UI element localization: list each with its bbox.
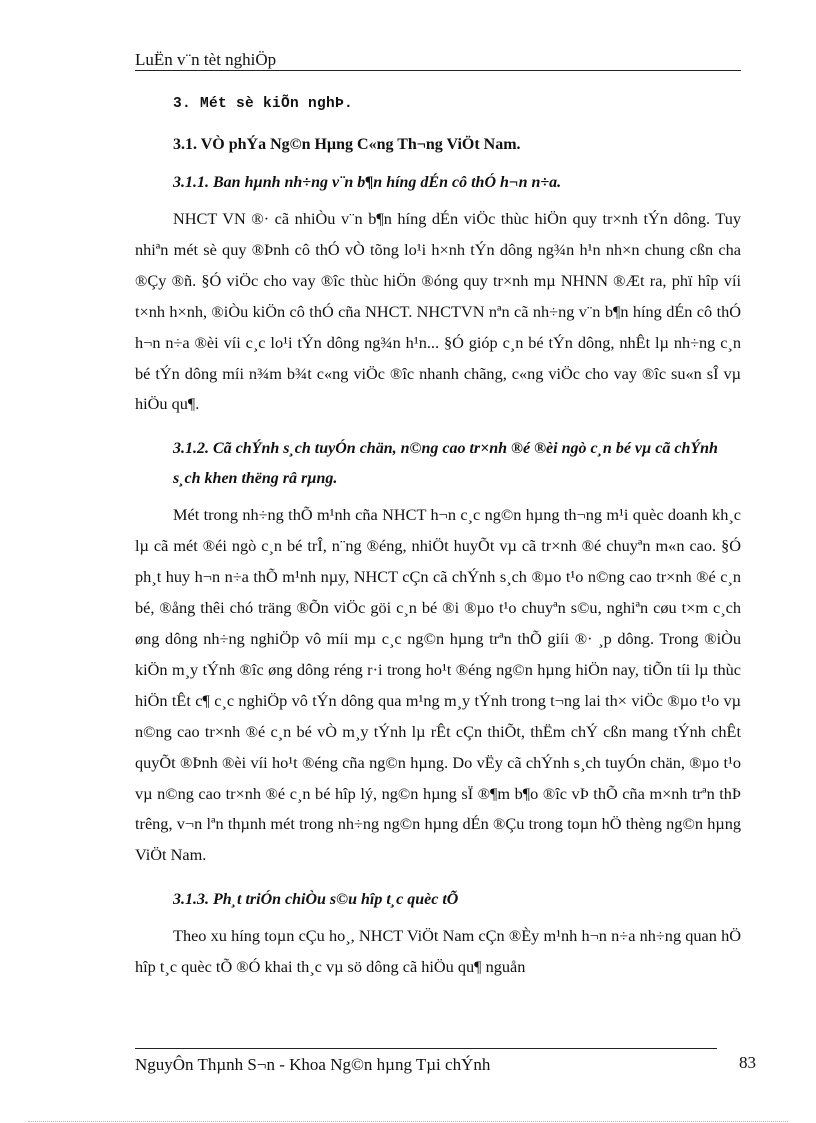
section-heading-3-1: 3.1. VÒ phÝa Ng©n Hµng C«ng Th¬ng ViÖt Nam. (173, 136, 521, 153)
footer-rule (135, 1048, 717, 1049)
paragraph-2: Mét trong nh÷ng thÕ m¹nh cña NHCT h¬n c¸c ng©n hµng th¬ng m¹i quèc doanh kh¸c lµ cã mét ®éi ngò c¸n bé trÎ, n¨ng ®éng, nhiÖt huyÕt vµ cã tr×nh ®é chuyªn m«n cao. §Ó ph¸t huy h¬n n÷a thÕ m¹nh nµy, NHCT cÇn cã chÝnh s¸ch ®µo t¹o n©ng cao tr×nh ®é c¸n bé, ®ång thêi chó träng ®Õn viÖc göi c¸n bé ®i ®µo t¹o chuyªn s©u, nghiªn cøu t×m c¸ch øng dông nh÷ng nghiÖp vô míi mµ c¸c ng©n hµng trªn thÕ giíi ®· ¸p dông. Trong ®iÒu kiÖn m¸y tÝnh ®îc øng dông réng r·i trong ho¹t ®éng ng©n hµng hiÖn nay, tiÕn tíi lµ thùc hiÖn tÊt c¶ c¸c nghiÖp vô tÝn dông qua m¹ng m¸y tÝnh trong t¬ng lai th× viÖc ®µo t¹o vµ n©ng cao tr×nh ®é c¸n bé vÒ m¸y tÝnh lµ rÊt cÇn thiÕt, thËm chÝ cßn mang tÝnh chÊt quyÕt ®Þnh ®èi víi ho¹t ®éng cña ng©n hµng. Do vËy cã chÝnh s¸ch tuyÓn chän, ®µo t¹o vµ n©ng cao tr×nh ®é c¸n bé hîp lý, ng©n hµng sÏ ®¶m b¶o ®îc vÞ thÕ cña m×nh trªn thÞ trêng, v¬n lªn thµnh mét trong nh÷ng ng©n hµng dÉn ®Çu trong toµn hÖ thèng ng©n hµng ViÖt Nam. (135, 505, 741, 865)
document-body (135, 90, 741, 983)
section-heading-3-1-2: 3.1.2. Cã chÝnh s¸ch tuyÓn chän, n©ng cao tr×nh ®é ®èi ngò c¸n bé vµ cã chÝnh s¸ch khen thëng râ rµng. (173, 440, 718, 488)
page-bottom-border (28, 1121, 788, 1122)
page-header: LuËn v¨n tèt nghiÖp (135, 50, 277, 69)
section-heading-3-1-3: 3.1.3. Ph¸t triÓn chiÒu s©u hîp t¸c quèc tÕ (173, 891, 459, 909)
header-rule (135, 70, 741, 71)
page-number: 83 (739, 1053, 756, 1072)
section-heading-3: 3. Mét sè kiÕn nghÞ. (173, 96, 354, 112)
section-heading-3-1-1: 3.1.1. Ban hµnh nh÷ng v¨n b¶n híng dÉn cô thÓ h¬n n÷a. (173, 174, 562, 191)
paragraph-3: Theo xu híng toµn cÇu ho¸, NHCT ViÖt Nam cÇn ®Èy m¹nh h¬n n÷a nh÷ng quan hÖ hîp t¸c quèc tÕ ®Ó khai th¸c vµ sö dông cã hiÖu qu¶ nguån (135, 926, 741, 977)
paragraph-1: NHCT VN ®· cã nhiÒu v¨n b¶n híng dÉn viÖc thùc hiÖn quy tr×nh tÝn dông. Tuy nhiªn mét sè quy ®Þnh cô thÓ vÒ tõng lo¹i h×nh tÝn dông ng¾n h¹n nh×n chung cßn cha ®Çy ®ñ. §Ó viÖc cho vay ®îc thùc hiÖn ®óng quy tr×nh mµ NHNN ®Æt ra, phï hîp víi t×nh h×nh, ®iÒu kiÖn cô thÓ cña NHCT. NHCTVN nªn cã nh÷ng v¨n b¶n híng dÉn cô thÓ h¬n n÷a ®èi víi c¸c lo¹i tÝn dông ng¾n h¹n... §Ó gióp c¸n bé tÝn dông, nhÊt lµ nh÷ng c¸n bé tÝn dông míi n¾m b¾t c«ng viÖc ®îc nhanh chãng, c«ng viÖc cho vay ®îc su«n sÎ vµ hiÖu qu¶. (135, 209, 741, 414)
page-footer: NguyÔn Thµnh S¬n - Khoa Ng©n hµng Tµi chÝnh (135, 1055, 491, 1074)
